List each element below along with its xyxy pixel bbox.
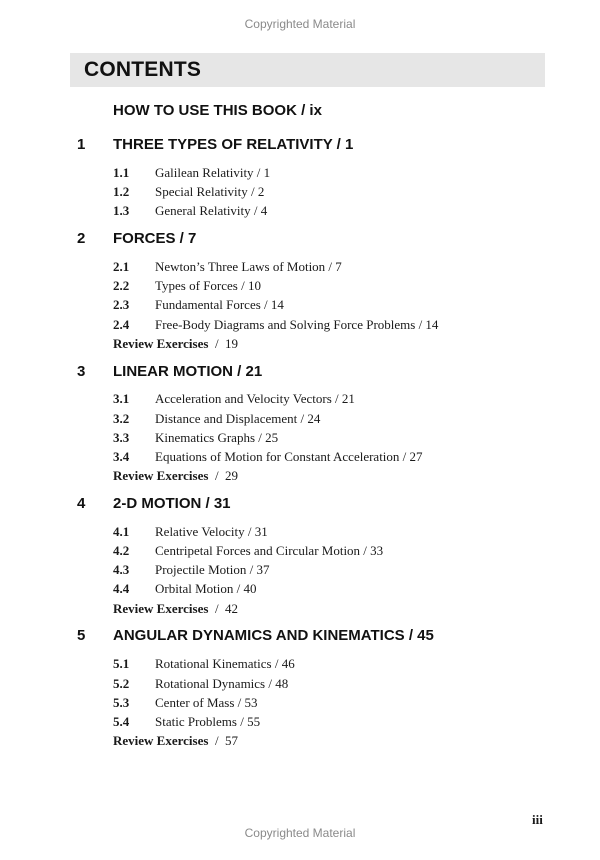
- section-number: 4.4: [113, 581, 130, 596]
- chapter-title[interactable]: LINEAR MOTION / 21: [113, 363, 263, 380]
- chapter-number: 3: [77, 363, 86, 380]
- chapter-number: 1: [77, 136, 86, 153]
- section-number: 1.3: [113, 203, 130, 218]
- section-title[interactable]: Rotational Kinematics / 46: [155, 656, 295, 671]
- section-number: 2.1: [113, 259, 130, 274]
- section-number: 5.2: [113, 676, 130, 691]
- chapter-number: 4: [77, 495, 86, 512]
- review-page: / 57: [208, 733, 239, 748]
- review-page: / 42: [208, 601, 239, 616]
- page-number: iii: [532, 812, 543, 827]
- section-number: 3.2: [113, 411, 130, 426]
- watermark-bottom: Copyrighted Material: [244, 826, 356, 840]
- section-number: 4.3: [113, 562, 130, 577]
- section-number: 2.4: [113, 317, 130, 332]
- chapter-number: 5: [77, 627, 86, 644]
- chapter-title[interactable]: ANGULAR DYNAMICS AND KINEMATICS / 45: [113, 627, 434, 644]
- chapter-title[interactable]: THREE TYPES OF RELATIVITY / 1: [113, 136, 354, 153]
- section-number: 4.1: [113, 524, 130, 539]
- chapter-title[interactable]: FORCES / 7: [113, 230, 197, 247]
- review-page: / 19: [208, 336, 239, 351]
- section-number: 5.4: [113, 714, 130, 729]
- chapter-number: 2: [77, 230, 86, 247]
- review-exercises-link[interactable]: [113, 468, 238, 484]
- section-number: 5.3: [113, 695, 130, 710]
- section-number: 3.3: [113, 430, 130, 445]
- section-number: 2.3: [113, 297, 130, 312]
- section-title[interactable]: Distance and Displacement / 24: [155, 411, 321, 426]
- section-title[interactable]: General Relativity / 4: [155, 203, 268, 218]
- section-title[interactable]: Center of Mass / 53: [155, 695, 258, 710]
- page-title: CONTENTS: [84, 58, 202, 81]
- section-title[interactable]: Galilean Relativity / 1: [155, 165, 271, 180]
- section-number: 2.2: [113, 278, 130, 293]
- section-number: 1.2: [113, 184, 130, 199]
- review-page: / 29: [208, 468, 239, 483]
- review-exercises-link[interactable]: [113, 601, 238, 617]
- review-exercises-link[interactable]: [113, 336, 238, 352]
- section-number: 5.1: [113, 656, 130, 671]
- section-title[interactable]: Equations of Motion for Constant Acceleration / 27: [155, 449, 423, 464]
- section-title[interactable]: Types of Forces / 10: [155, 278, 261, 293]
- chapter-title[interactable]: 2-D MOTION / 31: [113, 495, 231, 512]
- intro-heading[interactable]: HOW TO USE THIS BOOK / ix: [113, 102, 322, 119]
- section-number: 3.1: [113, 391, 130, 406]
- section-number: 1.1: [113, 165, 130, 180]
- section-number: 3.4: [113, 449, 130, 464]
- section-title[interactable]: Newton’s Three Laws of Motion / 7: [155, 259, 342, 274]
- section-title[interactable]: Acceleration and Velocity Vectors / 21: [155, 391, 355, 406]
- section-number: 4.2: [113, 543, 130, 558]
- contents-header-bar: [70, 53, 545, 87]
- watermark-top: Copyrighted Material: [244, 17, 356, 31]
- section-title[interactable]: Centripetal Forces and Circular Motion / 33: [155, 543, 384, 558]
- section-title[interactable]: Special Relativity / 2: [155, 184, 265, 199]
- review-label: Review Exercises: [113, 601, 209, 616]
- section-title[interactable]: Orbital Motion / 40: [155, 581, 257, 596]
- review-label: Review Exercises: [113, 336, 209, 351]
- section-title[interactable]: Free-Body Diagrams and Solving Force Problems / 14: [155, 317, 439, 332]
- review-label: Review Exercises: [113, 733, 209, 748]
- section-title[interactable]: Fundamental Forces / 14: [155, 297, 284, 312]
- review-exercises-link[interactable]: [113, 733, 238, 749]
- section-title[interactable]: Rotational Dynamics / 48: [155, 676, 289, 691]
- section-title[interactable]: Static Problems / 55: [155, 714, 261, 729]
- section-title[interactable]: Relative Velocity / 31: [155, 524, 268, 539]
- section-title[interactable]: Projectile Motion / 37: [155, 562, 270, 577]
- review-label: Review Exercises: [113, 468, 209, 483]
- section-title[interactable]: Kinematics Graphs / 25: [155, 430, 279, 445]
